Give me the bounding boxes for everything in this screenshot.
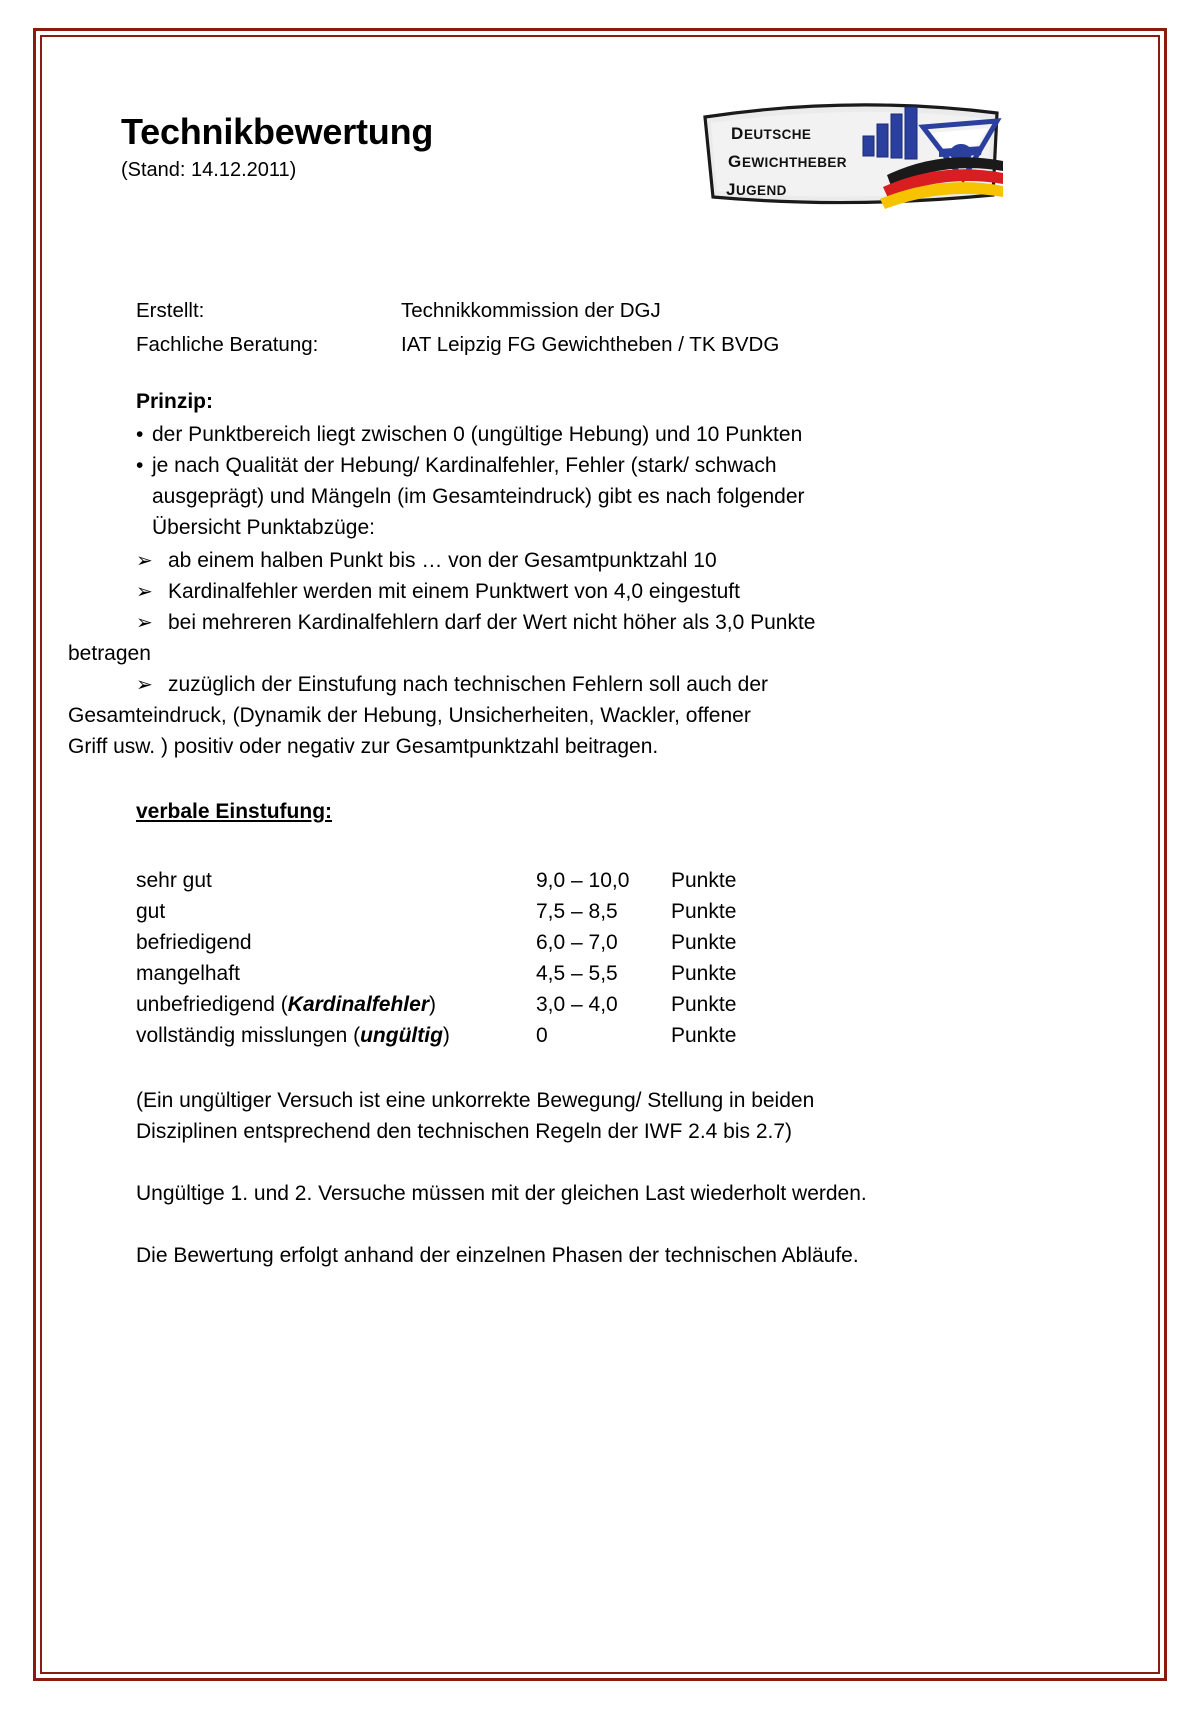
rating-label bbox=[136, 1024, 450, 1048]
table-row bbox=[136, 993, 896, 1024]
svg-text:EUTSCHE: EUTSCHE bbox=[744, 127, 812, 142]
rating-unit: Punkte bbox=[671, 993, 737, 1016]
svg-text:EWICHTHEBER: EWICHTHEBER bbox=[742, 155, 847, 170]
rating-label: gut bbox=[136, 900, 166, 923]
rating-unit: Punkte bbox=[671, 962, 737, 985]
bullet-marker: • bbox=[136, 454, 144, 477]
prinzip-heading: Prinzip: bbox=[136, 390, 213, 413]
note-repeat-attempts: Ungültige 1. und 2. Versuche müssen mit der gleichen Last wiederholt werden. bbox=[136, 1182, 867, 1205]
svg-text:UGEND: UGEND bbox=[736, 183, 787, 198]
rating-label-text: unbefriedigend ( bbox=[136, 993, 288, 1016]
page-border-frame bbox=[33, 28, 1167, 1681]
svg-text:J: J bbox=[726, 180, 736, 199]
arrow-right-icon: ➢ bbox=[136, 579, 153, 603]
dgj-logo bbox=[691, 91, 1011, 211]
list-item-text: betragen bbox=[68, 642, 151, 665]
rating-range: 3,0 – 4,0 bbox=[536, 993, 618, 1016]
table-row bbox=[136, 962, 896, 993]
rating-unit: Punkte bbox=[671, 1024, 737, 1047]
rating-label: sehr gut bbox=[136, 869, 212, 892]
rating-range: 4,5 – 5,5 bbox=[536, 962, 618, 985]
rating-unit: Punkte bbox=[671, 869, 737, 892]
meta-value: Technikkommission der DGJ bbox=[401, 299, 661, 322]
rating-label-emphasis: ungültig bbox=[360, 1024, 443, 1047]
table-row bbox=[136, 931, 896, 962]
rating-range: 6,0 – 7,0 bbox=[536, 931, 618, 954]
arrow-right-icon: ➢ bbox=[136, 548, 153, 572]
note-evaluation-phases: Die Bewertung erfolgt anhand der einzelnen Phasen der technischen Abläufe. bbox=[136, 1244, 859, 1267]
list-item-text: Übersicht Punktabzüge: bbox=[152, 516, 375, 539]
rating-label-emphasis: Kardinalfehler bbox=[287, 993, 429, 1016]
arrow-right-icon: ➢ bbox=[136, 672, 153, 696]
page-subtitle: (Stand: 14.12.2011) bbox=[121, 159, 297, 181]
rating-unit: Punkte bbox=[671, 931, 737, 954]
page-title: Technikbewertung bbox=[121, 111, 434, 152]
rating-label-suffix: ) bbox=[429, 993, 436, 1016]
rating-label-text: vollständig misslungen ( bbox=[136, 1024, 361, 1047]
table-row bbox=[136, 869, 896, 900]
rating-label-suffix: ) bbox=[442, 1024, 450, 1047]
note-invalid-attempt-line-2: Disziplinen entsprechend den technischen Regeln der IWF 2.4 bis 2.7) bbox=[136, 1120, 793, 1143]
list-item-text: ab einem halben Punkt bis … von der Gesamtpunktzahl 10 bbox=[168, 549, 717, 572]
meta-value: IAT Leipzig FG Gewichtheben / TK BVDG bbox=[401, 333, 780, 356]
list-item-text: bei mehreren Kardinalfehlern darf der Wert nicht höher als 3,0 Punkte bbox=[168, 611, 816, 634]
list-item-text: je nach Qualität der Hebung/ Kardinalfehler, Fehler (stark/ schwach bbox=[152, 454, 777, 477]
note-invalid-attempt-line-1: (Ein ungültiger Versuch ist eine unkorrekte Bewegung/ Stellung in beiden bbox=[136, 1089, 815, 1112]
rating-range: 9,0 – 10,0 bbox=[536, 869, 630, 892]
meta-label: Erstellt: bbox=[136, 299, 205, 322]
document-page bbox=[36, 31, 1170, 1684]
rating-unit: Punkte bbox=[671, 900, 737, 923]
list-item-text: der Punktbereich liegt zwischen 0 (ungültige Hebung) und 10 Punkten bbox=[152, 423, 803, 446]
bullet-marker: • bbox=[136, 423, 144, 446]
list-item-text: zuzüglich der Einstufung nach technischen Fehlern soll auch der bbox=[168, 673, 769, 696]
rating-label: befriedigend bbox=[136, 931, 252, 954]
rating-range: 0 bbox=[536, 1024, 548, 1047]
svg-text:D: D bbox=[731, 124, 744, 143]
meta-label: Fachliche Beratung: bbox=[136, 333, 319, 356]
arrow-right-icon: ➢ bbox=[136, 610, 153, 634]
rating-heading: verbale Einstufung: bbox=[136, 800, 333, 823]
table-row bbox=[136, 1024, 896, 1055]
rating-label: mangelhaft bbox=[136, 962, 240, 985]
list-item-text: Gesamteindruck, (Dynamik der Hebung, Unsicherheiten, Wackler, offener bbox=[68, 704, 751, 727]
svg-text:G: G bbox=[728, 152, 742, 171]
rating-range: 7,5 – 8,5 bbox=[536, 900, 618, 923]
rating-label bbox=[136, 993, 436, 1017]
table-row bbox=[136, 900, 896, 931]
list-item-text: Griff usw. ) positiv oder negativ zur Gesamtpunktzahl beitragen. bbox=[68, 735, 659, 758]
list-item-text: ausgeprägt) und Mängeln (im Gesamteindruck) gibt es nach folgender bbox=[152, 485, 805, 508]
list-item-text: Kardinalfehler werden mit einem Punktwert von 4,0 eingestuft bbox=[168, 580, 740, 603]
rating-table bbox=[136, 869, 896, 1055]
